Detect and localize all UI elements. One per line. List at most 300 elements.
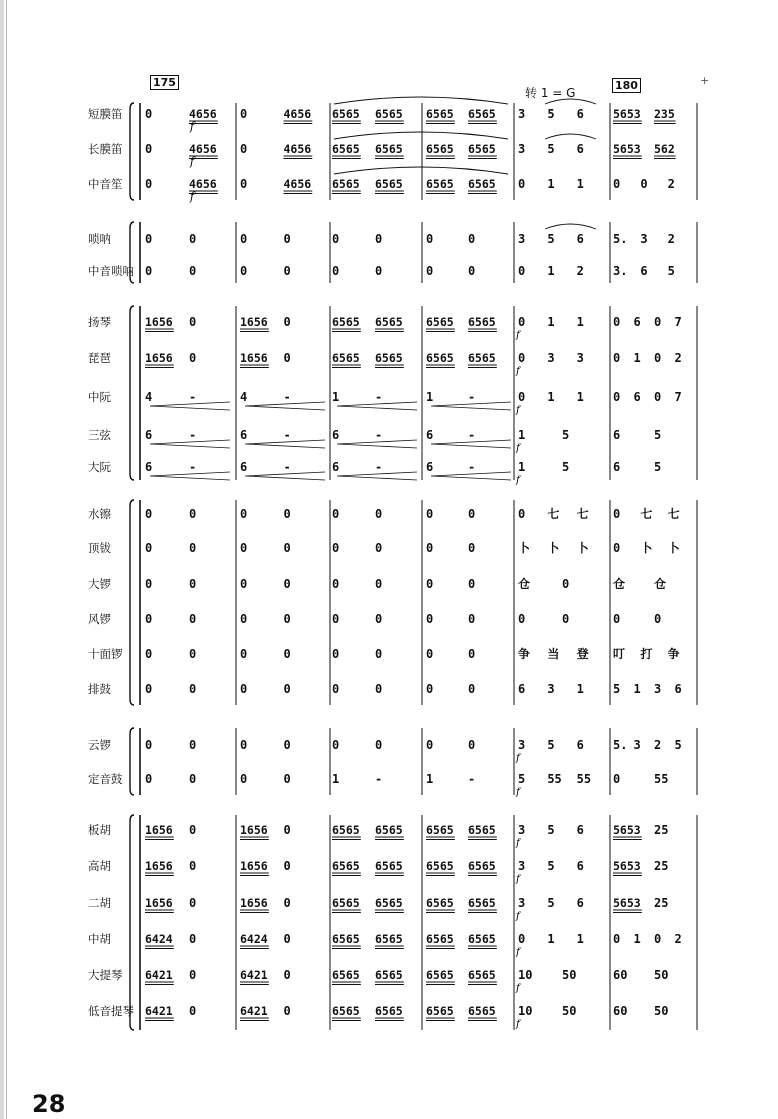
note: 卜 [667,541,680,555]
note: 0 [518,177,526,191]
note: 0 [518,264,526,278]
dynamic-mark: f [516,911,520,922]
note: 0 [375,541,383,555]
note: - [189,390,197,404]
note: 七 [640,507,653,521]
note: 0 [613,351,621,365]
note: 0 [145,738,153,752]
note: 0 [518,390,526,404]
note: 6565 [375,896,403,910]
note: 打 [640,647,653,661]
dynamic-mark: f [516,475,520,486]
note: 0 [145,264,153,278]
note: 七 [576,507,589,521]
note: 0 [613,932,621,946]
note: 6 [613,428,621,442]
note: 10 [518,1004,533,1018]
note: - [283,428,291,442]
note: 6565 [332,107,360,121]
note: 6565 [468,859,496,873]
note: 6565 [426,1004,454,1018]
note: 0 [189,612,197,626]
note: 5 [547,107,555,121]
note: 1 [633,932,641,946]
note: 6 [145,428,153,442]
note: 0 [654,390,662,404]
note: 卜 [518,541,531,555]
note: 七 [547,507,560,521]
note: 0 [283,232,291,246]
note: 0 [189,738,197,752]
note: 0 [283,612,291,626]
note: 1656 [240,859,268,873]
note: 0 [468,264,476,278]
instrument-name: 云锣 [88,738,111,752]
note: 3 [518,859,526,873]
note: 1 [518,428,526,442]
instrument-name: 中音笙 [88,177,123,191]
note: 3 [640,232,648,246]
note: 0 [468,738,476,752]
dynamic-mark: f [516,330,520,341]
note: 1656 [240,315,268,329]
note: 0 [375,577,383,591]
note: 0 [613,612,621,626]
note: 6 [613,460,621,474]
dynamic-mark: f [190,190,195,203]
note: 5 [547,232,555,246]
note: 0 [426,541,434,555]
note: 55 [547,772,562,786]
note: 0 [189,823,197,837]
note: 0 [283,823,291,837]
note: 6 [576,896,584,910]
note: 0 [375,507,383,521]
note: 1 [576,390,584,404]
note: 60 [613,1004,628,1018]
note: 1 [547,177,555,191]
note: 0 [283,264,291,278]
note: 0 [332,738,340,752]
note: 7 [674,390,682,404]
note: 6 [332,428,340,442]
instrument-name: 扬琴 [88,315,111,329]
group-brace [130,306,134,480]
note: 6 [633,390,641,404]
note: 6565 [426,968,454,982]
note: 1656 [240,896,268,910]
note: 3 [654,682,662,696]
note: 6565 [426,315,454,329]
note: 0 [240,647,248,661]
note: 0 [189,264,197,278]
note: 0 [283,1004,291,1018]
instrument-name: 大提琴 [88,968,123,982]
note: 1 [547,932,555,946]
note: 50 [654,968,669,982]
note: 6565 [426,177,454,191]
note: 0 [189,932,197,946]
note: 0 [145,177,153,191]
note: 6565 [468,823,496,837]
note: 6565 [468,1004,496,1018]
note: 0 [240,577,248,591]
note: 6565 [426,823,454,837]
note: 6565 [468,351,496,365]
note: 3 [518,896,526,910]
note: 50 [562,968,577,982]
note: 0 [189,232,197,246]
note: 卜 [547,541,560,555]
note: 1 [426,390,434,404]
note: 6565 [468,896,496,910]
note: 0 [426,507,434,521]
note: 0 [562,612,570,626]
note: 0 [240,232,248,246]
note: 0 [654,351,662,365]
note: - [468,772,476,786]
note: 0 [426,577,434,591]
note: 0 [240,507,248,521]
note: 1656 [145,823,173,837]
note: 1656 [145,896,173,910]
note: 5 [613,682,621,696]
note: 235 [654,107,675,121]
note: 0 [468,612,476,626]
note: 0 [283,507,291,521]
note: 10 [518,968,533,982]
instrument-name: 中胡 [88,932,111,946]
note: 3 [547,682,555,696]
note: 4656 [283,142,312,156]
slur [545,99,596,104]
note: 6565 [332,142,360,156]
note: 3 [518,823,526,837]
note: 0 [332,264,340,278]
note: 1 [576,932,584,946]
note: 50 [562,1004,577,1018]
dynamic-mark: f [516,405,520,416]
note: 4656 [189,107,217,121]
note: 2 [576,264,584,278]
note: 6565 [332,968,360,982]
instrument-name: 板胡 [88,823,111,837]
note: 0 [283,738,291,752]
note: 5 [547,738,555,752]
note: 5653 [613,859,641,873]
note: 1656 [240,823,268,837]
note: 0 [654,315,662,329]
note: 6421 [145,1004,173,1018]
note: 6565 [375,932,403,946]
note: 3 [518,738,526,752]
rehearsal-mark-175: 175 [150,75,179,90]
instrument-name: 风锣 [88,612,111,626]
note: 6 [426,428,434,442]
note: 0 [189,772,197,786]
note: 0 [613,315,621,329]
note: 6565 [468,968,496,982]
note: 争 [667,647,680,661]
note: 55 [654,772,669,786]
instrument-name: 中阮 [88,390,111,404]
note: 0 [375,264,383,278]
note: 0 [468,232,476,246]
note: 0 [332,647,340,661]
note: 6 [576,142,584,156]
note: 0 [613,772,621,786]
note: - [283,390,291,404]
note: 2 [667,232,675,246]
note: 4656 [189,142,217,156]
note: 0 [240,177,248,191]
note: 0 [283,541,291,555]
note: - [375,390,383,404]
note: 0 [518,932,526,946]
note: 1 [547,315,555,329]
note: 0 [145,612,153,626]
dynamic-mark: f [190,120,195,133]
note: 0 [189,507,197,521]
note: 2 [654,738,662,752]
note: 0 [145,107,153,121]
note: - [189,428,197,442]
note: 6565 [426,142,454,156]
note: 6565 [426,351,454,365]
note: 6565 [468,142,496,156]
note: 0 [426,232,434,246]
instrument-name: 长膜笛 [88,142,123,156]
corner-mark: + [700,74,710,87]
group-brace [130,815,134,1030]
note: 6565 [468,315,496,329]
note: 0 [332,682,340,696]
note: 6421 [145,968,173,982]
note: 0 [518,351,526,365]
note: 2 [674,932,682,946]
note: 0 [332,541,340,555]
note: 0 [189,682,197,696]
note: 0 [283,315,291,329]
note: 0 [189,896,197,910]
note: 2 [674,351,682,365]
note: 6565 [375,315,403,329]
note: 当 [547,647,560,661]
note: 0 [189,541,197,555]
note: 6424 [145,932,173,946]
instrument-name: 中音唢呐 [88,264,134,278]
note: 叮 [613,647,626,661]
note: - [189,460,197,474]
note: 6565 [332,896,360,910]
note: 6565 [426,107,454,121]
note: 1 [576,315,584,329]
note: 25 [654,823,669,837]
note: 0 [613,507,621,521]
note: - [468,460,476,474]
note: 0 [283,859,291,873]
key-change-label: 转 1 = G [525,86,576,100]
note: 5653 [613,107,641,121]
note: 6 [674,682,682,696]
note: 0 [468,541,476,555]
instrument-name: 高胡 [88,859,111,873]
note: 6 [576,738,584,752]
instrument-name: 低音提琴 [88,1004,134,1018]
note: 4656 [283,177,312,191]
note: 5 [654,460,662,474]
note: 6565 [375,1004,403,1018]
note: 0 [562,577,570,591]
note: 0 [189,968,197,982]
note: 0 [240,142,248,156]
note: 50 [654,1004,669,1018]
dynamic-mark: f [516,787,520,798]
note: - [283,460,291,474]
instrument-name: 水镲 [88,507,111,521]
note: 0 [468,647,476,661]
dynamic-mark: f [516,838,520,849]
note: 5 [562,428,570,442]
note: 6 [633,315,641,329]
note: 0 [145,682,153,696]
note: 0 [145,541,153,555]
note: 3 [518,232,526,246]
note: 0 [240,264,248,278]
note: 0 [283,577,291,591]
note: 0 [426,612,434,626]
note: 6 [576,823,584,837]
note: 6 [332,460,340,474]
note: 5 [547,859,555,873]
note: 0 [468,577,476,591]
dynamic-mark: f [516,983,520,994]
note: 0 [145,772,153,786]
note: 6565 [332,315,360,329]
note: 0 [283,968,291,982]
dynamic-mark: f [190,155,195,168]
note: 4 [145,390,153,404]
dynamic-mark: f [516,366,520,377]
note: 0 [240,738,248,752]
note: 6565 [332,859,360,873]
note: 1 [576,177,584,191]
note: 争 [518,647,531,661]
note: 0 [375,232,383,246]
page-number: 28 [32,1090,66,1118]
note: 0 [189,647,197,661]
note: 3 [547,351,555,365]
instrument-name: 顶钹 [88,541,111,555]
note: 0 [240,541,248,555]
note: 6565 [375,859,403,873]
slur [334,167,508,174]
note: 1 [547,390,555,404]
note: 4656 [283,107,312,121]
note: 5653 [613,142,641,156]
note: 1656 [145,351,173,365]
note: 6565 [426,932,454,946]
note: 0 [332,612,340,626]
note: 0 [518,507,526,521]
note: 1 [426,772,434,786]
note: 0 [426,738,434,752]
note: 6565 [468,107,496,121]
note: 562 [654,142,675,156]
instrument-name: 短膜笛 [88,107,123,121]
note: 仓 [613,577,626,591]
note: 5653 [613,896,641,910]
note: 0 [283,896,291,910]
note: 5. [613,232,628,246]
note: 0 [640,177,648,191]
note: 6 [576,232,584,246]
dynamic-mark: f [516,947,520,958]
note: 0 [283,351,291,365]
note: 3 [518,107,526,121]
note: 5 [547,823,555,837]
note: - [375,460,383,474]
note: 0 [468,507,476,521]
note: 0 [189,859,197,873]
note: 0 [145,647,153,661]
note: 0 [240,612,248,626]
instrument-name: 琵琶 [88,351,111,365]
instrument-name: 排鼓 [88,682,111,696]
note: 2 [667,177,675,191]
note: 0 [468,682,476,696]
note: 0 [332,232,340,246]
dynamic-mark: f [516,443,520,454]
slur [334,97,508,104]
note: 6565 [468,177,496,191]
note: 1 [332,772,340,786]
note: 1 [547,264,555,278]
instrument-name: 三弦 [88,428,111,442]
note: 6565 [332,932,360,946]
note: 七 [667,507,680,521]
instrument-name: 定音鼓 [88,772,123,786]
note: 0 [189,315,197,329]
note: 1 [633,682,641,696]
note: 3. [613,264,628,278]
note: 卜 [640,541,653,555]
instrument-name: 十面锣 [88,647,123,661]
note: 0 [375,612,383,626]
note: 6565 [332,177,360,191]
note: 6565 [332,823,360,837]
note: 0 [283,932,291,946]
note: - [468,428,476,442]
group-brace [130,728,134,795]
note: 6565 [375,142,403,156]
note: 0 [654,612,662,626]
instrument-name: 大阮 [88,460,111,474]
note: 6 [145,460,153,474]
note: 仓 [518,577,531,591]
dynamic-mark: f [516,753,520,764]
note: 6 [576,859,584,873]
note: 0 [332,507,340,521]
note: 仓 [654,577,667,591]
note: 5 [547,896,555,910]
note: 6421 [240,1004,268,1018]
note: 0 [189,1004,197,1018]
group-brace [130,500,134,705]
slur [545,224,596,229]
note: 4656 [189,177,217,191]
note: 6565 [468,932,496,946]
